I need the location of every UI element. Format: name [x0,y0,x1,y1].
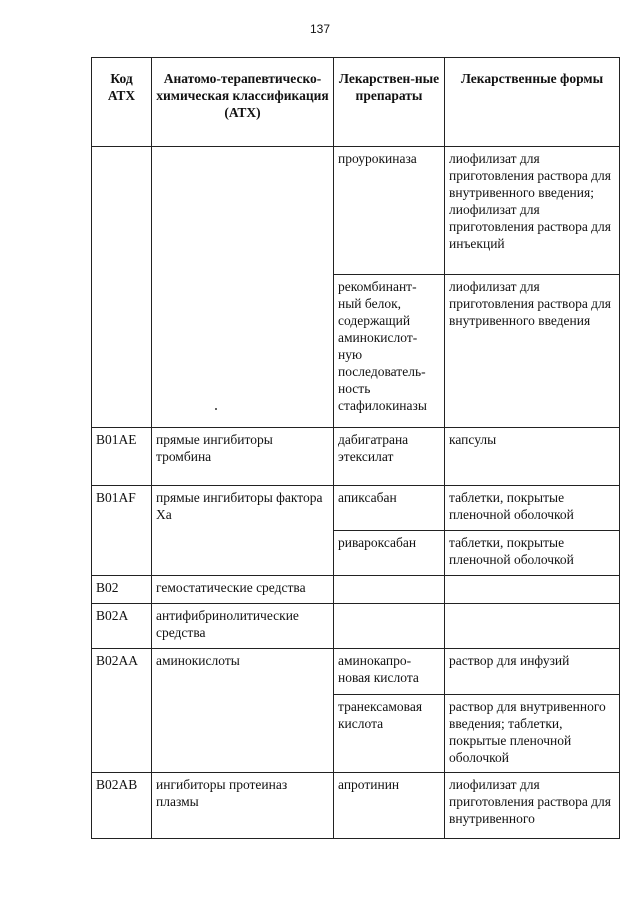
classification-cell: антифибринолитические средства [152,604,334,649]
form-cell: раствор для внутривенного введения; таблетки, покрытые пленочной оболочкой [445,695,620,773]
drug-cell: апиксабан [334,486,445,531]
header-code: Код АТХ [92,58,152,147]
table-row [92,773,620,839]
drug-cell: ривароксабан [334,531,445,576]
table-row [92,428,620,486]
form-cell [445,604,620,649]
header-classification: Анатомо-терапевтическо-химическая классификация (АТХ) [152,58,334,147]
code-cell: B02AA [92,649,152,773]
drug-cell: апротинин [334,773,445,839]
drug-cell [334,604,445,649]
table-row [92,649,620,695]
form-cell: лиофилизат для приготовления раствора для внутривенного введения [445,275,620,428]
form-cell: лиофилизат для приготовления раствора для внутривенного [445,773,620,839]
drug-cell: транексамовая кислота [334,695,445,773]
form-cell: раствор для инфузий [445,649,620,695]
code-cell: B01AF [92,486,152,576]
classification-cell [152,147,334,428]
code-cell: B02AB [92,773,152,839]
form-cell: таблетки, покрытые пленочной оболочкой [445,486,620,531]
classification-cell: ингибиторы протеиназ плазмы [152,773,334,839]
drug-cell: рекомбинант-ный белок, содержащий аминокислот-ную последователь-ность стафилокиназы [334,275,445,428]
classification-cell: гемостатические средства [152,576,334,604]
drug-cell: проурокиназа [334,147,445,275]
table-row [92,486,620,531]
code-cell [92,147,152,428]
header-drugs: Лекарствен-ные препараты [334,58,445,147]
drug-cell: аминокапро-новая кислота [334,649,445,695]
table-row [92,576,620,604]
drug-cell: дабигатрана этексилат [334,428,445,486]
table-header-row [92,58,620,147]
code-cell: B02A [92,604,152,649]
page-number: 137 [309,22,331,36]
form-cell [445,576,620,604]
code-cell: B01AE [92,428,152,486]
classification-cell: прямые ингибиторы фактора Ха [152,486,334,576]
classification-cell: аминокислоты [152,649,334,773]
table-row [92,147,620,275]
form-cell: таблетки, покрытые пленочной оболочкой [445,531,620,576]
table-row [92,604,620,649]
atc-drug-table [91,57,620,839]
form-cell: лиофилизат для приготовления раствора для внутривенного введения; лиофилизат для приготовления раствора для инъекций [445,147,620,275]
drug-cell [334,576,445,604]
header-forms: Лекарственные формы [445,58,620,147]
form-cell: капсулы [445,428,620,486]
scan-speck [215,408,217,410]
classification-cell: прямые ингибиторы тромбина [152,428,334,486]
code-cell: B02 [92,576,152,604]
